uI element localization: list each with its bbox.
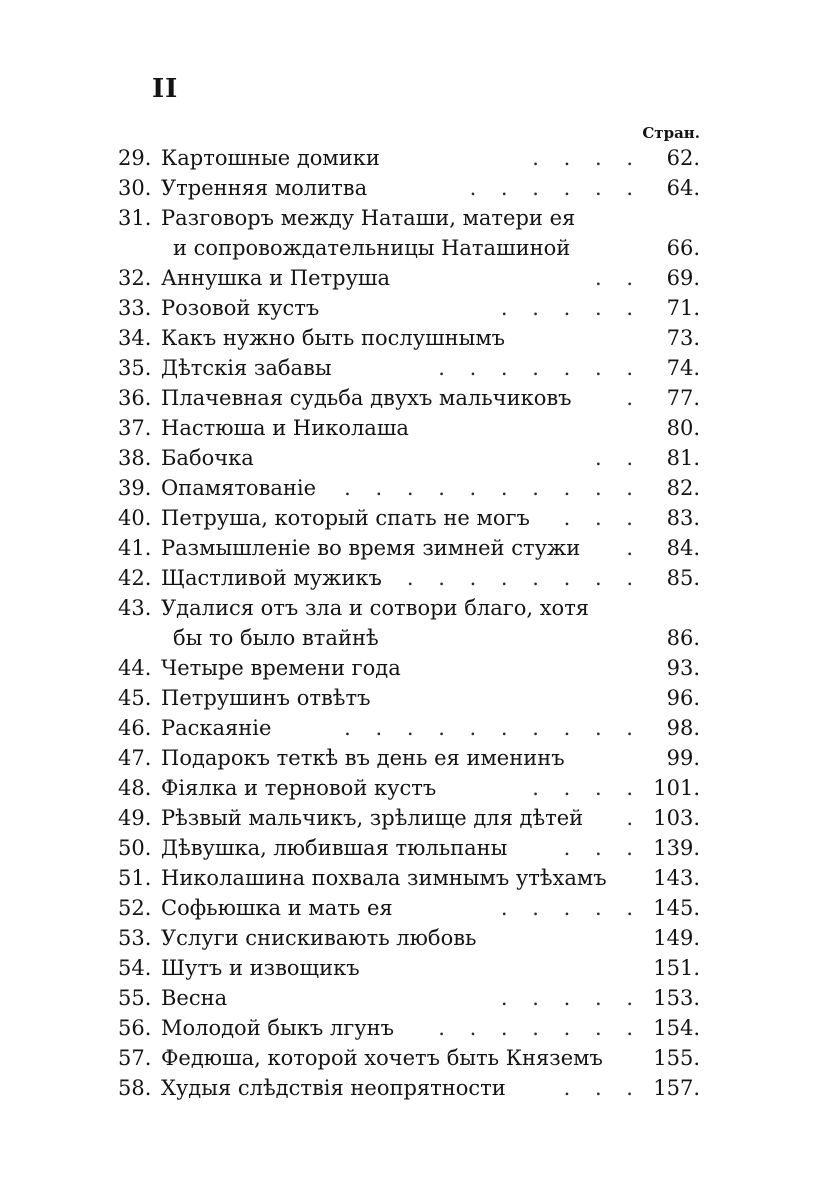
toc-entry-title: Бабочка [161, 446, 254, 470]
toc-entry-page: 149. [653, 926, 700, 950]
toc-entry-title: Худыя слѣдствія неопрятности [161, 1076, 506, 1100]
toc-entry-number: 48. [118, 776, 152, 800]
toc-entry-line [118, 443, 700, 473]
toc-entry-line [118, 323, 700, 353]
toc-entry-title: Дѣтскія забавы [161, 356, 332, 380]
toc-entry [118, 1013, 700, 1043]
toc-entry [118, 323, 700, 353]
toc-entry [118, 263, 700, 293]
toc-entry-number: 45. [118, 686, 152, 710]
toc-entry-title: Четыре времени года [161, 656, 401, 680]
toc-entry [118, 473, 700, 503]
toc-entry-title: и сопровождательницы Наташиной [173, 236, 571, 260]
toc-entry [118, 953, 700, 983]
toc-entry-leader: . . . . . . . . . . [344, 716, 642, 740]
toc-entry [118, 863, 700, 893]
toc-entry-page: 96. [666, 686, 700, 710]
toc-entry-number: 39. [118, 476, 152, 500]
toc-entry-line [118, 713, 700, 743]
toc-entry-number: 52. [118, 896, 152, 920]
toc-entry-line [118, 533, 700, 563]
toc-entry [118, 353, 700, 383]
toc-entry-line [118, 1013, 700, 1043]
toc-entry-line [118, 293, 700, 323]
toc-entry-leader: . . . . . [500, 296, 642, 320]
toc-entry-line [118, 653, 700, 683]
toc-entry-line [118, 623, 700, 653]
toc-entry-number: 36. [118, 386, 152, 410]
toc-entry-page: 77. [666, 386, 700, 410]
toc-entry-number: 29. [118, 146, 152, 170]
toc-entry-line [118, 233, 700, 263]
toc-entry-number: 41. [118, 536, 152, 560]
toc-entry-line [118, 473, 700, 503]
toc-entry-title: Услуги снискивають любовь [161, 926, 477, 950]
toc-entry-title: Шутъ и извощикъ [161, 956, 360, 980]
toc-entry-line [118, 983, 700, 1013]
toc-entry-number: 40. [118, 506, 152, 530]
toc-entry-line [118, 383, 700, 413]
toc-entry-line [118, 773, 700, 803]
toc-entry-title: Подарокъ теткѣ въ день ея именинъ [161, 746, 565, 770]
page-column-header: Стран. [642, 124, 700, 142]
toc-entry-leader: . . . . . . . . . [375, 566, 642, 590]
toc-entry-page: 83. [666, 506, 700, 530]
toc-entry-leader: . . [594, 266, 642, 290]
toc-entry [118, 803, 700, 833]
toc-entry [118, 413, 700, 443]
toc-entry-number: 42. [118, 566, 152, 590]
toc-entry-title: Петруша, который спать не могъ [161, 506, 530, 530]
toc-entry [118, 893, 700, 923]
toc-entry-line [118, 953, 700, 983]
toc-entry-title: Дѣвушка, любившая тюльпаны [161, 836, 508, 860]
toc-entry [118, 143, 700, 173]
toc-entry-page: 66. [666, 236, 700, 260]
toc-entry-line [118, 503, 700, 533]
toc-entry-page: 103. [653, 806, 700, 830]
toc-entry-page: 145. [653, 896, 700, 920]
toc-entry [118, 683, 700, 713]
toc-entry-title: бы то было втайнѣ [173, 626, 379, 650]
toc-entry [118, 503, 700, 533]
toc-entry [118, 203, 700, 263]
toc-entry-number: 33. [118, 296, 152, 320]
toc-entry-leader: . [626, 386, 642, 410]
toc-entry-page: 143. [653, 866, 700, 890]
toc-entry-page: 84. [666, 536, 700, 560]
toc-entry-title: Весна [161, 986, 228, 1010]
toc-entry-number: 31. [118, 206, 152, 230]
toc-entry-number: 50. [118, 836, 152, 860]
toc-entry-line [118, 893, 700, 923]
toc-entry-title: Щастливой мужикъ [161, 566, 382, 590]
toc-entry-leader: . . . . . . . [438, 1016, 642, 1040]
toc-entry-line [118, 833, 700, 863]
toc-entry-line [118, 173, 700, 203]
toc-entry [118, 533, 700, 563]
toc-entry-page: 99. [666, 746, 700, 770]
toc-entry-line [118, 263, 700, 293]
toc-entry-line [118, 683, 700, 713]
toc-entry-title: Опамятованіе [161, 476, 317, 500]
toc-entry-leader: . . [594, 446, 642, 470]
toc-entry-title: Федюша, которой хочетъ быть Княземъ [161, 1046, 603, 1070]
toc-entry-page: 98. [666, 716, 700, 740]
toc-entry-page: 151. [653, 956, 700, 980]
toc-entry-leader: . . . . [532, 146, 642, 170]
toc-entry [118, 593, 700, 653]
toc-entry-page: 80. [666, 416, 700, 440]
toc-entry-page: 155. [653, 1046, 700, 1070]
toc-entry-page: 74. [666, 356, 700, 380]
toc-entry-line [118, 353, 700, 383]
toc-entry-leader: . . . . . . [469, 176, 642, 200]
toc-entry-page: 153. [653, 986, 700, 1010]
toc-entry [118, 713, 700, 743]
toc-entry-line [118, 923, 700, 953]
toc-entry-leader: . . . . [532, 776, 642, 800]
toc-entry-number: 49. [118, 806, 152, 830]
toc-entry-page: 157. [653, 1076, 700, 1100]
toc-entry-number: 43. [118, 596, 152, 620]
toc-entry-line [118, 803, 700, 833]
toc-entry-number: 30. [118, 176, 152, 200]
toc-entry-page: 86. [666, 626, 700, 650]
toc-entry-line [118, 1073, 700, 1103]
toc-entry-line [118, 563, 700, 593]
toc-entry-title: Розовой кустъ [161, 296, 320, 320]
toc-entry-number: 44. [118, 656, 152, 680]
toc-entry [118, 293, 700, 323]
page-folio: II [152, 74, 179, 104]
toc-entry-leader: . . . . . [500, 896, 642, 920]
toc-entry [118, 923, 700, 953]
toc-entry-title: Софьюшка и мать ея [161, 896, 393, 920]
toc-entry-title: Николашина похвала зимнымъ утѣхамъ [161, 866, 607, 890]
toc-entry-title: Фіялка и терновой кустъ [161, 776, 437, 800]
toc-entry-number: 47. [118, 746, 152, 770]
toc-entry [118, 743, 700, 773]
toc-entry-title: Какъ нужно быть послушнымъ [161, 326, 506, 350]
toc-entry-page: 154. [653, 1016, 700, 1040]
toc-entry-title: Удалися отъ зла и сотвори благо, хотя [161, 596, 590, 620]
toc-entry-leader: . . . [563, 1076, 642, 1100]
toc-entry-line [118, 863, 700, 893]
toc-entry-title: Молодой быкъ лгунъ [161, 1016, 394, 1040]
toc-entry-title: Рѣзвый мальчикъ, зрѣлище для дѣтей [161, 806, 584, 830]
toc-entry-leader: . [626, 806, 642, 830]
toc-entry-leader: . [626, 536, 642, 560]
toc-entry-leader: . . . [563, 836, 642, 860]
toc-entry-line [118, 593, 700, 623]
toc-entry-title: Картошные домики [161, 146, 380, 170]
toc-entry-title: Раскаяніе [161, 716, 272, 740]
toc-entry-title: Аннушка и Петруша [161, 266, 390, 290]
toc-entry-number: 53. [118, 926, 152, 950]
toc-entry-line [118, 203, 700, 233]
toc-entry [118, 833, 700, 863]
toc-entry-number: 57. [118, 1046, 152, 1070]
toc-entry-number: 38. [118, 446, 152, 470]
toc-entry [118, 443, 700, 473]
toc-entry-number: 51. [118, 866, 152, 890]
toc-entry-page: 62. [666, 146, 700, 170]
table-of-contents [118, 143, 700, 1103]
toc-entry-leader: . . . . . . . [438, 356, 642, 380]
toc-entry-page: 71. [666, 296, 700, 320]
toc-entry-page: 82. [666, 476, 700, 500]
toc-entry-leader: . . . . . [500, 986, 642, 1010]
toc-entry-page: 93. [666, 656, 700, 680]
toc-entry [118, 383, 700, 413]
toc-entry-title: Плачевная судьба двухъ мальчиковъ [161, 386, 572, 410]
toc-entry-number: 35. [118, 356, 152, 380]
toc-entry-leader: . . . [563, 506, 642, 530]
toc-entry-number: 55. [118, 986, 152, 1010]
toc-entry-leader: . . . . . . . . . . [344, 476, 642, 500]
toc-entry-line [118, 743, 700, 773]
toc-entry-line [118, 143, 700, 173]
toc-entry-number: 37. [118, 416, 152, 440]
toc-entry [118, 563, 700, 593]
toc-entry [118, 773, 700, 803]
toc-entry-title: Размышленіе во время зимней стужи [161, 536, 581, 560]
toc-entry-page: 81. [666, 446, 700, 470]
toc-entry-number: 46. [118, 716, 152, 740]
toc-entry-line [118, 413, 700, 443]
toc-entry-number: 54. [118, 956, 152, 980]
toc-entry [118, 173, 700, 203]
toc-entry-title: Разговоръ между Наташи, матери ея [161, 206, 576, 230]
toc-entry-page: 64. [666, 176, 700, 200]
toc-entry [118, 1073, 700, 1103]
toc-entry-title: Утренняя молитва [161, 176, 368, 200]
toc-entry [118, 1043, 700, 1073]
toc-entry-page: 69. [666, 266, 700, 290]
toc-entry-page: 85. [666, 566, 700, 590]
toc-entry-title: Настюша и Николаша [161, 416, 409, 440]
toc-entry [118, 983, 700, 1013]
toc-entry-number: 32. [118, 266, 152, 290]
toc-entry-number: 56. [118, 1016, 152, 1040]
toc-entry-page: 73. [666, 326, 700, 350]
toc-entry-page: 139. [653, 836, 700, 860]
toc-entry [118, 653, 700, 683]
toc-entry-number: 58. [118, 1076, 152, 1100]
toc-entry-title: Петрушинъ отвѣтъ [161, 686, 371, 710]
toc-entry-page: 101. [653, 776, 700, 800]
toc-entry-number: 34. [118, 326, 152, 350]
toc-entry-line [118, 1043, 700, 1073]
